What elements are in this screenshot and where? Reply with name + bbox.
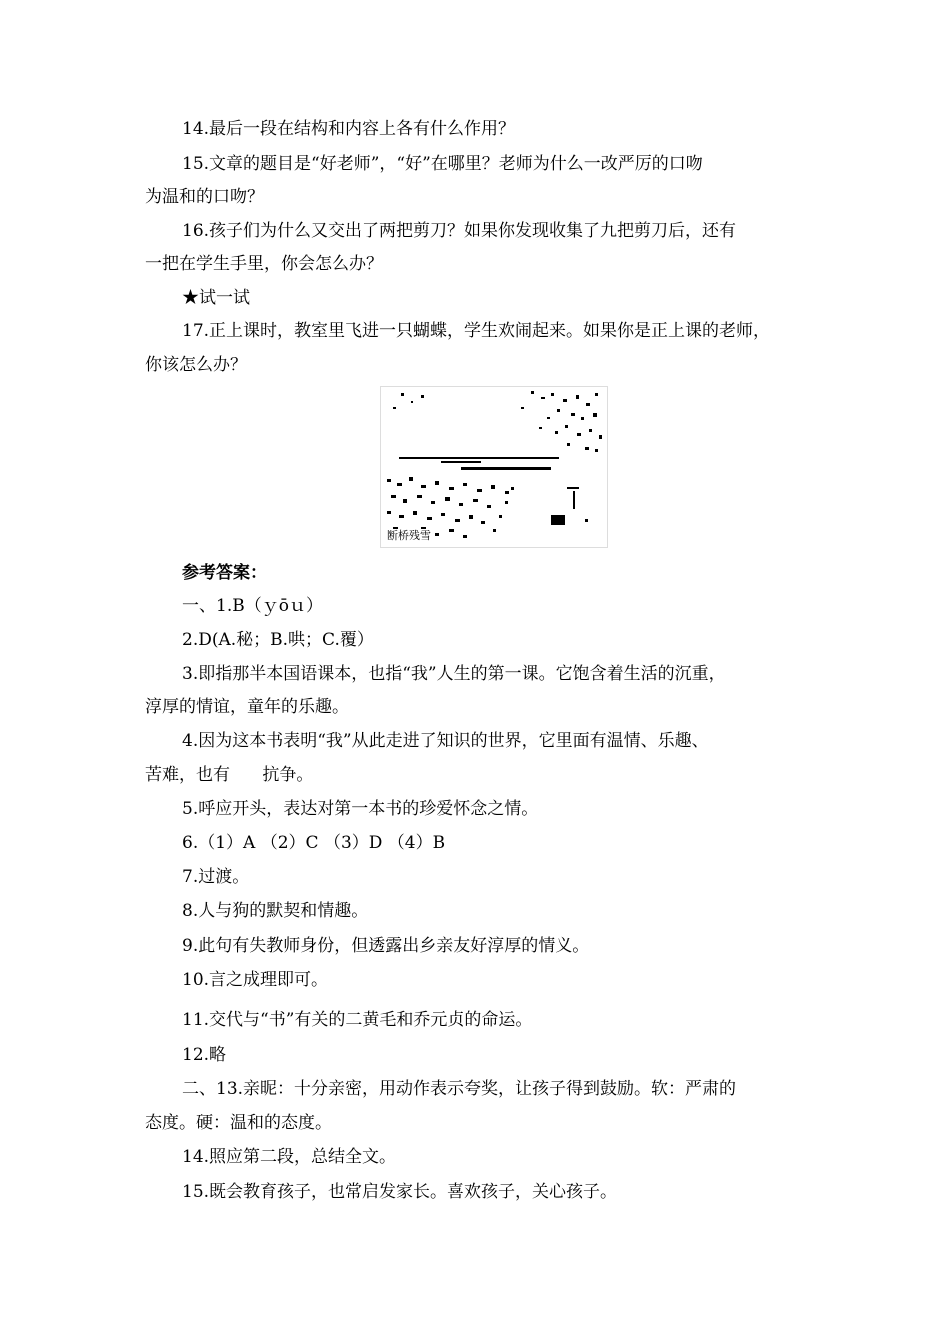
question-15-line-2: 为温和的口吻？ — [145, 187, 264, 207]
answer-9: 9.此句有失教师身份，但透露出乡亲友好淳厚的情义。 — [182, 936, 590, 956]
answer-6: 6.（1）A （2）C （3）D （4）B — [182, 833, 446, 853]
question-17-line-2: 你该怎么办？ — [145, 355, 247, 375]
answer-4-line-1: 4.因为这本书表明“我”从此走进了知识的世界，它里面有温情、乐趣、 — [182, 731, 709, 751]
answer-2: 2.D(A.秘；B.哄；C.覆） — [182, 630, 374, 650]
question-16-line-2: 一把在学生手里，你会怎么办？ — [145, 254, 383, 274]
answer-15: 15.既会教育孩子，也常启发家长。喜欢孩子，关心孩子。 — [182, 1182, 618, 1202]
answer-4-line-2: 苦难，也有 抗争。 — [145, 765, 314, 785]
answers-heading: 参考答案： — [182, 563, 267, 583]
answer-12: 12.略 — [182, 1045, 227, 1065]
answer-8: 8.人与狗的默契和情趣。 — [182, 901, 369, 921]
answer-13-line-1: 二、13.亲昵：十分亲密，用动作表示夸奖，让孩子得到鼓励。软：严肃的 — [182, 1079, 737, 1099]
answer-13-line-2: 态度。硬：温和的态度。 — [145, 1113, 332, 1133]
answer-3-line-1: 3.即指那半本国语课本，也指“我”人生的第一课。它饱含着生活的沉重， — [182, 664, 726, 684]
answer-7: 7.过渡。 — [182, 867, 250, 887]
answer-3-line-2: 淳厚的情谊，童年的乐趣。 — [145, 697, 349, 717]
question-15-line-1: 15.文章的题目是“好老师”，“好”在哪里？老师为什么一改严厉的口吻 — [182, 154, 703, 174]
answer-11: 11.交代与“书”有关的二黄毛和乔元贞的命运。 — [182, 1010, 533, 1030]
try-heading: ★试一试 — [182, 288, 250, 308]
answer-14: 14.照应第二段，总结全文。 — [182, 1147, 397, 1167]
image-caption: 断桥残雪 — [387, 529, 431, 542]
question-14: 14.最后一段在结构和内容上各有什么作用？ — [182, 119, 516, 139]
answer-5: 5.呼应开头，表达对第一本书的珍爱怀念之情。 — [182, 799, 539, 819]
landscape-picture — [381, 387, 607, 547]
answer-10: 10.言之成理即可。 — [182, 970, 329, 990]
broken-bridge-snow-image — [380, 386, 608, 548]
answer-1: 一、1.B（ｙōｕ） — [182, 596, 323, 616]
question-17-line-1: 17.正上课时，教室里飞进一只蝴蝶，学生欢闹起来。如果你是正上课的老师， — [182, 321, 771, 341]
question-16-line-1: 16.孩子们为什么又交出了两把剪刀？如果你发现收集了九把剪刀后，还有 — [182, 221, 737, 241]
